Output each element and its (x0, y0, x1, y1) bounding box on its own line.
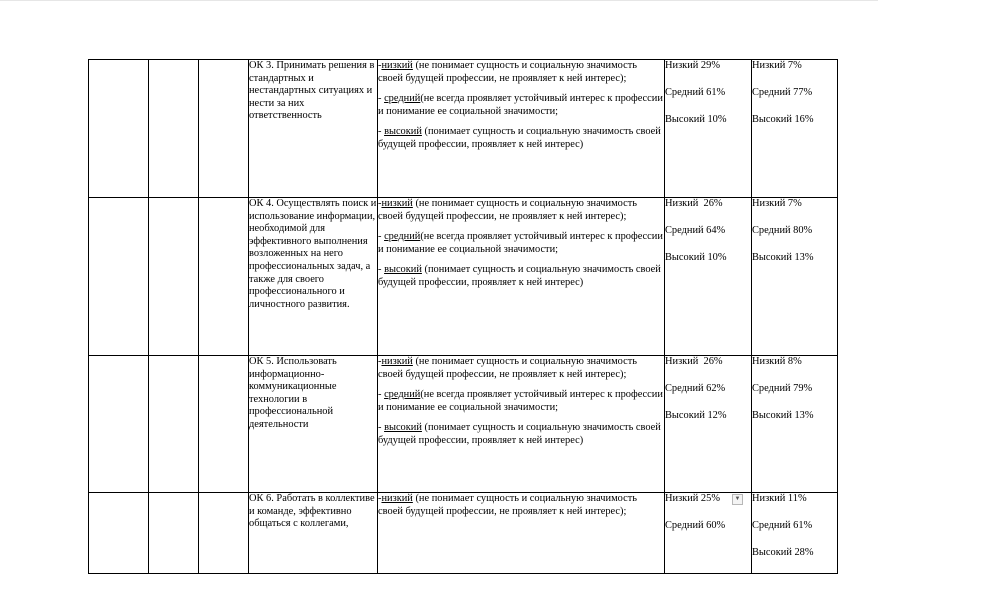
result-value: Низкий 11% (752, 493, 807, 504)
result-value: Средний 79% (752, 382, 813, 394)
empty-cell (149, 198, 199, 356)
level-description (378, 93, 664, 118)
results-after-cell (752, 493, 838, 574)
results-after-cell (752, 60, 838, 198)
level-text: (не всегда проявляет устойчивый интерес к профессии и понимание ее социальной значимости; (378, 93, 663, 117)
level-text: (не понимает сущность и социальную значимость своей будущей профессии, не проявляет к ней интерес); (378, 356, 638, 380)
result-value: Высокий 10% (665, 251, 727, 263)
empty-cell (199, 198, 249, 356)
competency-table (88, 59, 838, 574)
level-description (378, 389, 664, 414)
result-value: Средний 62% (665, 382, 726, 394)
competency-cell: ОК 4. Осуществлять поиск и использование информации, необходимой для эффективного выполнения возложенных на него профессиональных задач, а также для своего профессионального и личностного развития. (249, 198, 378, 356)
empty-cell (149, 356, 199, 493)
level-prefix: - (378, 231, 385, 243)
table-body (89, 60, 838, 574)
result-value: Средний 64% (665, 224, 726, 236)
level-description (378, 198, 664, 223)
table-row (89, 356, 838, 493)
results-before-cell (665, 198, 752, 356)
page-top-border (0, 0, 878, 1)
level-name: низкий (381, 493, 413, 504)
level-name: высокий (384, 422, 422, 434)
level-name: высокий (384, 126, 422, 138)
result-value: Высокий 13% (752, 409, 814, 421)
level-name: средний (384, 231, 421, 243)
table-row (89, 493, 838, 574)
level-name: высокий (384, 264, 422, 276)
level-text: (не понимает сущность и социальную значимость своей будущей профессии, не проявляет к ней интерес); (378, 198, 638, 222)
empty-cell (89, 60, 149, 198)
result-value: Высокий 13% (752, 251, 814, 263)
result-value: Высокий 10% (665, 113, 727, 125)
level-description (378, 126, 664, 151)
level-prefix: - (378, 493, 382, 504)
competency-cell: ОК 6. Работать в коллективе и команде, эффективно общаться с коллегами, (249, 493, 378, 574)
results-before-cell (665, 493, 752, 574)
level-text: (понимает сущность и социальную значимость своей будущей профессии, проявляет к ней интерес) (378, 264, 661, 288)
empty-cell (199, 493, 249, 574)
result-value: Низкий 7% (752, 60, 802, 71)
level-name: низкий (381, 356, 413, 367)
level-prefix: - (378, 198, 382, 209)
competency-cell: ОК 3. Принимать решения в стандартных и нестандартных ситуациях и нести за них ответственность (249, 60, 378, 198)
result-value: Низкий 26% (665, 198, 723, 209)
empty-cell (149, 493, 199, 574)
levels-description-cell (378, 356, 665, 493)
results-after-cell (752, 198, 838, 356)
result-value: Средний 77% (752, 86, 813, 98)
level-description (378, 493, 664, 518)
result-value: Средний 80% (752, 224, 813, 236)
level-text: (понимает сущность и социальную значимость своей будущей профессии, проявляет к ней интерес) (378, 422, 661, 446)
result-value: Средний 61% (752, 519, 813, 531)
result-value: Низкий 8% (752, 356, 802, 367)
level-name: низкий (381, 198, 413, 209)
table-row (89, 198, 838, 356)
result-value: Средний 61% (665, 86, 726, 98)
result-value: Низкий 26% (665, 356, 723, 367)
levels-description-cell (378, 493, 665, 574)
level-description (378, 264, 664, 289)
level-text: (не понимает сущность и социальную значимость своей будущей профессии, не проявляет к ней интерес); (378, 60, 638, 84)
empty-cell (89, 493, 149, 574)
level-text: (не всегда проявляет устойчивый интерес к профессии и понимание ее социальной значимости; (378, 231, 663, 255)
level-text: (не понимает сущность и социальную значимость своей будущей профессии, не проявляет к ней интерес); (378, 493, 638, 517)
level-prefix: - (378, 126, 385, 138)
level-name: низкий (381, 60, 413, 71)
results-before-cell (665, 356, 752, 493)
level-description (378, 60, 664, 85)
result-value: Высокий 28% (752, 546, 814, 558)
level-prefix: - (378, 356, 382, 367)
level-description (378, 422, 664, 447)
empty-cell (89, 198, 149, 356)
level-prefix: - (378, 264, 385, 276)
competency-cell: ОК 5. Использовать информационно-коммуникационные технологии в профессиональной деятельности (249, 356, 378, 493)
level-prefix: - (378, 60, 382, 71)
empty-cell (199, 60, 249, 198)
result-value: Низкий 29% (665, 60, 720, 71)
level-prefix: - (378, 93, 385, 105)
level-text: (понимает сущность и социальную значимость своей будущей профессии, проявляет к ней интерес) (378, 126, 661, 150)
results-before-cell (665, 60, 752, 198)
level-description (378, 231, 664, 256)
result-value: Высокий 16% (752, 113, 814, 125)
level-prefix: - (378, 389, 385, 401)
level-name: средний (384, 93, 421, 105)
levels-description-cell (378, 60, 665, 198)
table-row (89, 60, 838, 198)
level-text: (не всегда проявляет устойчивый интерес к профессии и понимание ее социальной значимости; (378, 389, 663, 413)
result-value: Средний 60% (665, 519, 726, 531)
autocorrect-dropdown-icon[interactable]: ▼ (732, 494, 743, 505)
levels-description-cell (378, 198, 665, 356)
result-value: Низкий 25% (665, 493, 720, 504)
empty-cell (199, 356, 249, 493)
result-value: Низкий 7% (752, 198, 802, 209)
empty-cell (89, 356, 149, 493)
level-description (378, 356, 664, 381)
results-after-cell (752, 356, 838, 493)
empty-cell (149, 60, 199, 198)
level-prefix: - (378, 422, 385, 434)
level-name: средний (384, 389, 421, 401)
result-value: Высокий 12% (665, 409, 727, 421)
